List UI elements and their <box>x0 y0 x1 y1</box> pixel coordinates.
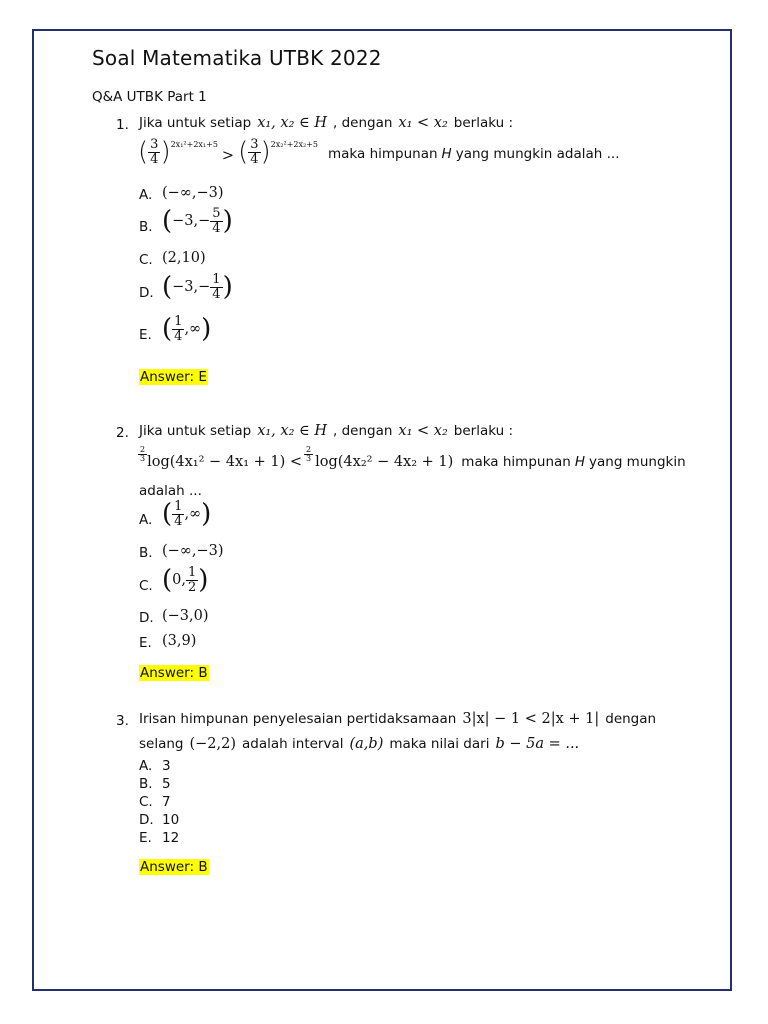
q1-stem-vars: x₁, x₂ ∈ H <box>257 115 327 131</box>
q1-stem-text-c: berlaku : <box>453 115 514 131</box>
q3-option-e-label: E. <box>139 830 152 846</box>
q2-option-b-label: B. <box>139 545 153 561</box>
q1-option-b-label: B. <box>139 219 153 235</box>
q3-line2-interval: (−2,2) <box>189 736 237 752</box>
q2-set-h: H <box>574 454 585 470</box>
q1-paren-open-2: ( <box>238 137 249 168</box>
q1-stem-text-b: , dengan <box>332 115 393 131</box>
q2-stem <box>139 423 513 439</box>
q2-stem-text-c: berlaku : <box>453 423 514 439</box>
q1-option-e-value: ( $\frac{1}{4}$ ,∞ ) <box>162 314 212 345</box>
q3-line2-expr: b − 5a = ... <box>495 736 580 752</box>
q3-option-d-value: 10 <box>162 812 180 828</box>
q3-number: 3. <box>116 713 129 729</box>
q3-option-b-label: B. <box>139 776 153 792</box>
q2-stem-cond: x₁ < x₂ <box>398 423 448 439</box>
q1-ineq-tail: maka himpunan <box>328 146 438 163</box>
q2-option-c-value: ( 0, $\frac{1}{2}$ ) <box>162 565 209 596</box>
q1-option-a-label: A. <box>139 187 153 203</box>
q3-line2 <box>139 736 579 752</box>
q1-inequality <box>138 138 620 166</box>
q3-line2-b: adalah interval <box>242 736 344 752</box>
q1-option-c-label: C. <box>139 252 153 268</box>
q1-paren-close-2: ) <box>260 137 271 168</box>
document-subtitle: Q&A UTBK Part 1 <box>92 89 207 105</box>
q1-base-right: $\frac{3}{4}$ <box>250 137 259 167</box>
q2-log-base-right: $\frac{2}{3}$ <box>306 445 312 464</box>
q2-stem-text-a: Jika untuk setiap <box>139 423 252 439</box>
q2-number: 2. <box>116 425 129 441</box>
q3-option-a-value: 3 <box>162 758 171 774</box>
q1-exponent-right: 2x₂²+2x₂+5 <box>270 140 318 149</box>
q1-option-e-label: E. <box>139 327 152 343</box>
q1-stem <box>139 115 513 131</box>
q3-option-b-value: 5 <box>162 776 171 792</box>
q2-option-a-label: A. <box>139 512 153 528</box>
q2-inequality <box>138 446 686 470</box>
q3-line1-tail: dengan <box>605 711 657 727</box>
q3-option-a-label: A. <box>139 758 153 774</box>
q1-option-a-value: (−∞,−3) <box>162 185 224 201</box>
q2-log-right: log(4x₂² − 4x₂ + 1) <box>315 454 454 470</box>
q1-paren-open: ( <box>138 137 149 168</box>
q2-ineq-tail-2: yang mungkin <box>589 454 686 470</box>
q3-line1 <box>139 711 656 727</box>
q1-set-h: H <box>441 146 452 163</box>
page-frame <box>32 29 732 991</box>
q2-option-d-value: (−3,0) <box>162 608 209 624</box>
q1-option-d-label: D. <box>139 285 154 301</box>
q3-line2-a: selang <box>139 736 184 752</box>
q3-option-d-label: D. <box>139 812 154 828</box>
q1-option-b-value: ( −3,− $\frac{5}{4}$ ) <box>162 206 233 237</box>
q3-line1-math: 3|x| − 1 < 2|x + 1| <box>462 711 600 727</box>
document-title: Soal Matematika UTBK 2022 <box>92 46 382 70</box>
q3-line1-text: Irisan himpunan penyelesaian pertidaksamaan <box>139 711 457 727</box>
q2-log-base-left: $\frac{2}{3}$ <box>140 445 146 464</box>
q1-stem-text-a: Jika untuk setiap <box>139 115 252 131</box>
q2-stem-text-b: , dengan <box>332 423 393 439</box>
q3-option-e-value: 12 <box>162 830 180 846</box>
q2-option-c-label: C. <box>139 578 153 594</box>
q1-paren-close: ) <box>160 137 171 168</box>
q1-option-d-value: ( −3,− $\frac{1}{4}$ ) <box>162 272 233 303</box>
q2-option-d-label: D. <box>139 610 154 626</box>
q2-log-left: log(4x₁² − 4x₁ + 1) < <box>147 454 303 470</box>
q2-option-e-value: (3,9) <box>162 633 197 649</box>
q3-answer: Answer: B <box>140 859 208 875</box>
q1-option-c-value: (2,10) <box>162 250 206 266</box>
q3-option-c-value: 7 <box>162 794 171 810</box>
q2-line3: adalah ... <box>139 483 202 499</box>
q1-exponent-left: 2x₁²+2x₁+5 <box>170 140 218 149</box>
q2-stem-vars: x₁, x₂ ∈ H <box>257 423 327 439</box>
q1-ineq-tail-2: yang mungkin adalah ... <box>455 146 620 163</box>
q2-option-b-value: (−∞,−3) <box>162 543 224 559</box>
q3-option-c-label: C. <box>139 794 153 810</box>
q3-line2-ab: (a,b) <box>349 736 384 752</box>
q2-ineq-tail: maka himpunan <box>461 454 571 470</box>
q1-number: 1. <box>116 117 129 133</box>
q1-answer: Answer: E <box>140 369 207 385</box>
q2-option-e-label: E. <box>139 635 152 651</box>
q1-greater-than: > <box>221 148 235 165</box>
q2-option-a-value: ( $\frac{1}{4}$ ,∞ ) <box>162 499 212 530</box>
q2-answer: Answer: B <box>140 665 208 681</box>
q3-line2-c: maka nilai dari <box>389 736 490 752</box>
q1-base-left: $\frac{3}{4}$ <box>150 137 159 167</box>
q1-stem-cond: x₁ < x₂ <box>398 115 448 131</box>
